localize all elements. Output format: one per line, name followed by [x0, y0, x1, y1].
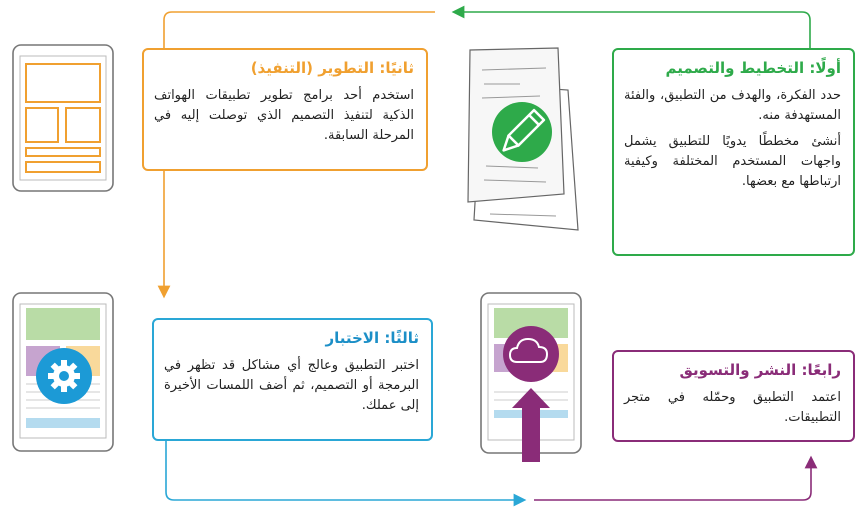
arrow-step3-to-step4 — [166, 441, 520, 500]
step-text: اعتمد التطبيق وحمّله في متجر التطبيقات. — [624, 390, 841, 425]
step-title: رابعًا: النشر والتسويق — [679, 361, 841, 379]
step-title: ثالثًا: الاختبار — [325, 329, 419, 347]
step-text: حدد الفكرة، والهدف من التطبيق، والفئة المستهدفة منه. — [624, 88, 841, 123]
wireframe-tablet-icon — [12, 44, 114, 192]
step-publishing-marketing — [612, 350, 855, 442]
step-testing — [152, 318, 433, 441]
arrow-step1-to-step2 — [458, 12, 810, 48]
step-title: أولًا: التخطيط والتصميم — [665, 59, 841, 77]
pencil-sketch-icon — [460, 44, 596, 240]
step-text: اختبر التطبيق وعالج أي مشاكل قد تظهر في البرمجة أو التصميم، ثم أضف اللمسات الأخيرة إلى عملك. — [164, 358, 419, 413]
step-title: ثانيًا: التطوير (التنفيذ) — [250, 59, 414, 77]
step-development — [142, 48, 428, 171]
step-planning-design — [612, 48, 855, 256]
cloud-upload-tablet-icon — [480, 292, 582, 472]
step-text: أنشئ مخططًا يدويًا للتطبيق يشمل واجهات المستخدم المختلفة وكيفية ارتباطها مع بعضها. — [624, 134, 841, 189]
step-text: استخدم أحد برامج تطوير تطبيقات الهواتف الذكية لتنفيذ التصميم الذي توصلت إليه في المرحلة السابقة. — [154, 88, 414, 143]
gear-tablet-icon — [12, 292, 114, 452]
